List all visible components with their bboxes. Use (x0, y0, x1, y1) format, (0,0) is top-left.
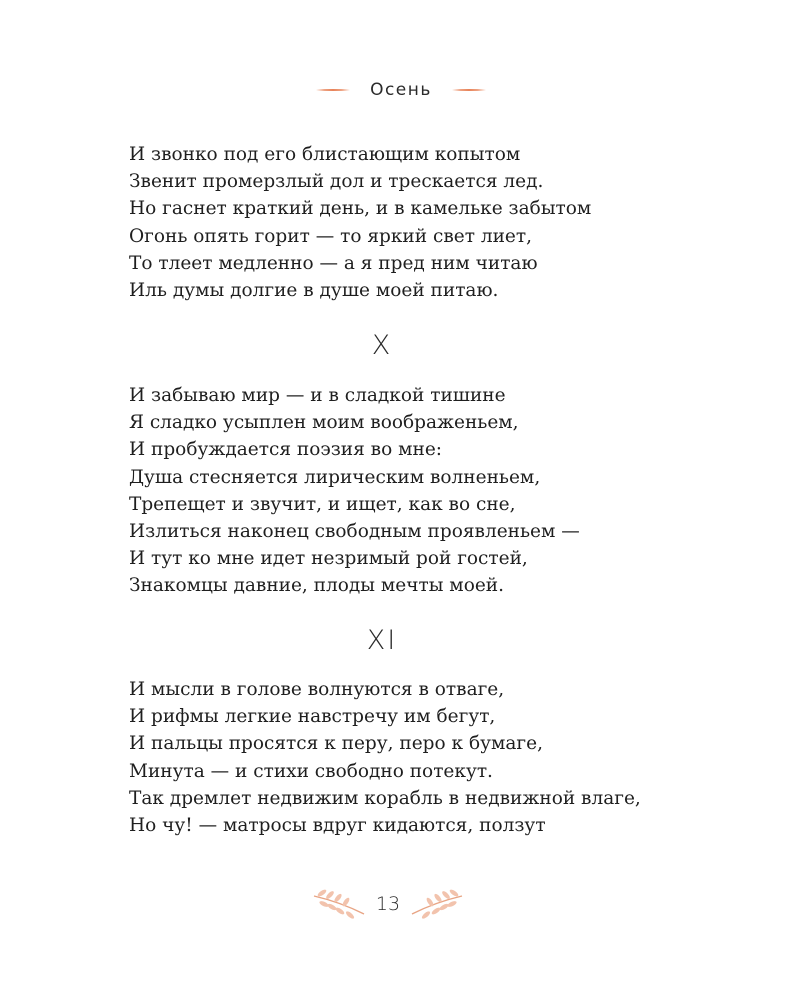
verse-line: И рифмы легкие навстречу им бегут, (129, 706, 496, 728)
verse-line: И мысли в голове волнуются в отваге, (129, 679, 505, 700)
verse-line: Знакомцы давние, плоды мечты моей. (129, 575, 504, 597)
verse-line: Иль думы долгие в душе моей питаю. (129, 279, 499, 301)
verse-line: Излиться наконец свободным проявленьем — (129, 520, 580, 542)
verse-line: И звонко под его блистающим копытом (129, 144, 521, 165)
page-footer (0, 884, 776, 924)
verse-line: Минута — и стихи свободно потекут. (129, 760, 493, 782)
verse-line: Но гаснет краткий день, и в камельке забытом (129, 198, 592, 220)
stanza-numeral: XI (366, 625, 398, 656)
page-number: 13 (375, 893, 401, 915)
verse-line: Я сладко усыплен моим воображеньем, (129, 412, 519, 434)
verse-line: Огонь опять горит — то яркий свет лиет, (129, 225, 532, 247)
leaf-sprig-icon (406, 884, 466, 924)
stanza-numeral: X (371, 330, 393, 361)
dash-ornament-icon (316, 88, 350, 92)
running-header (0, 76, 802, 104)
stanza (129, 676, 749, 839)
dash-ornament-icon (452, 88, 486, 92)
verse-line: Трепещет и звучит, и ищет, как во сне, (129, 493, 516, 515)
section-title: Осень (370, 80, 432, 100)
verse-line: И пробуждается поэзия во мне: (129, 439, 443, 461)
verse-line: И пальцы просятся к перу, перо к бумаге, (129, 733, 543, 755)
verse-line: То тлеет медленно — а я пред ним читаю (129, 252, 538, 274)
stanza (129, 382, 749, 600)
verse-line: Звенит промерзлый дол и трескается лед. (129, 171, 544, 193)
leaf-sprig-icon (310, 884, 370, 924)
verse-line: Душа стесняется лирическим волненьем, (129, 466, 541, 488)
verse-line: Но чу! — матросы вдруг кидаются, ползут (129, 814, 546, 836)
stanza (129, 141, 749, 304)
verse-line: И забываю мир — и в сладкой тишине (129, 385, 506, 406)
verse-line: И тут ко мне идет незримый рой гостей, (129, 548, 528, 570)
verse-line: Так дремлет недвижим корабль в недвижной влаге, (129, 787, 641, 809)
